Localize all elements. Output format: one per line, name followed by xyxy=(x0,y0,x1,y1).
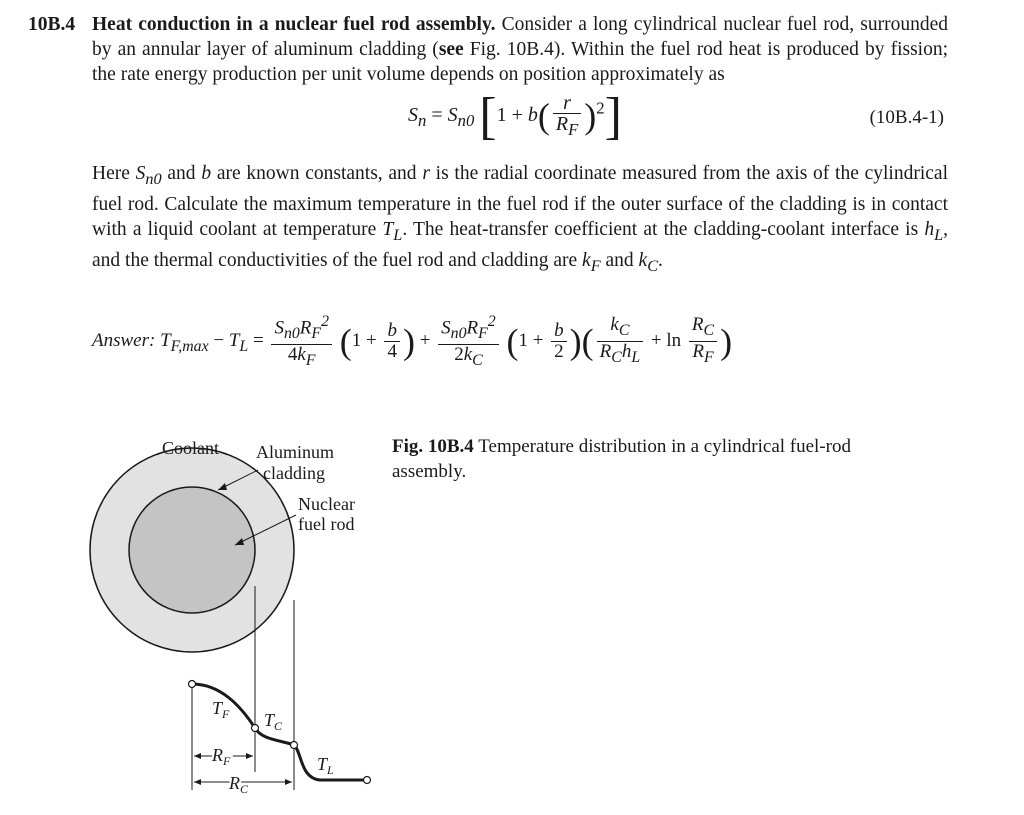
cladding-interface-point xyxy=(291,742,298,749)
fuel-rod-circle xyxy=(129,487,255,613)
equation-number: (10B.4-1) xyxy=(869,107,944,128)
problem-number: 10B.4 xyxy=(28,14,76,35)
coolant-label: Coolant xyxy=(162,438,219,458)
center-point xyxy=(189,681,196,688)
fuel-rod-label: fuel rod xyxy=(298,514,355,534)
fuel-interface-point xyxy=(252,725,259,732)
coolant-point xyxy=(364,777,371,784)
problem-title: Heat conduction in a nuclear fuel rod assembly. xyxy=(92,14,496,35)
nuclear-label: Nuclear xyxy=(298,494,355,514)
aluminum-label: Aluminum xyxy=(256,442,335,462)
equation-body: $S_n = S_{n0}$ [1 + b( $\frac{r}{R_F}$ )$^2$] xyxy=(408,88,622,145)
caption-text: Temperature distribution in a cylindrical fuel-rod assembly. xyxy=(392,436,851,482)
answer-equation: Answer: $T_{F,max} - T_L$ = $\frac{S_{n0}R_F^2}{4k_F}$ (1 + $\frac{b}{4}$ ) + $\frac{S_{n0}R_F^2}{2k_C}$ (1 + $\frac{b}{2}$ )( $\frac{k_C}{R_Ch_L}$ + ln $\frac{R_C}{R_F}$ ) xyxy=(92,313,733,369)
rc-label: $R_C$ xyxy=(229,773,249,796)
rf-label: $R_F$ xyxy=(212,745,231,768)
tf-label: $T_F$ xyxy=(212,698,230,721)
tc-label: $T_C$ xyxy=(264,710,283,733)
problem-intro: Heat conduction in a nuclear fuel rod assembly. Consider a long cylindrical nuclear fuel rod, surrounded by an annular layer of aluminum cladding (see Fig. 10B.4). Within the fuel rod heat is produced by fission; the rate energy production per unit volume depends on position approximately as xyxy=(92,14,949,85)
figure-label: Fig. 10B.4 xyxy=(392,436,474,457)
problem-body: Here $S_{n0}$ and b are known constants, and r is the radial coordinate measured from the axis of the cylindrical fuel rod. Calculate the maximum temperature in the fuel rod if the outer surface of the cladding is in contact with a liquid coolant at temperature $T_L$. The heat-transfer coefficient at the cladding-coolant interface is $h_L$, and the thermal conductivities of the fuel rod and cladding are $k_F$ and $k_C$. xyxy=(92,163,949,275)
tl-label: $T_L$ xyxy=(317,754,334,777)
cladding-label: cladding xyxy=(263,463,325,483)
answer-label: Answer: xyxy=(92,329,156,351)
